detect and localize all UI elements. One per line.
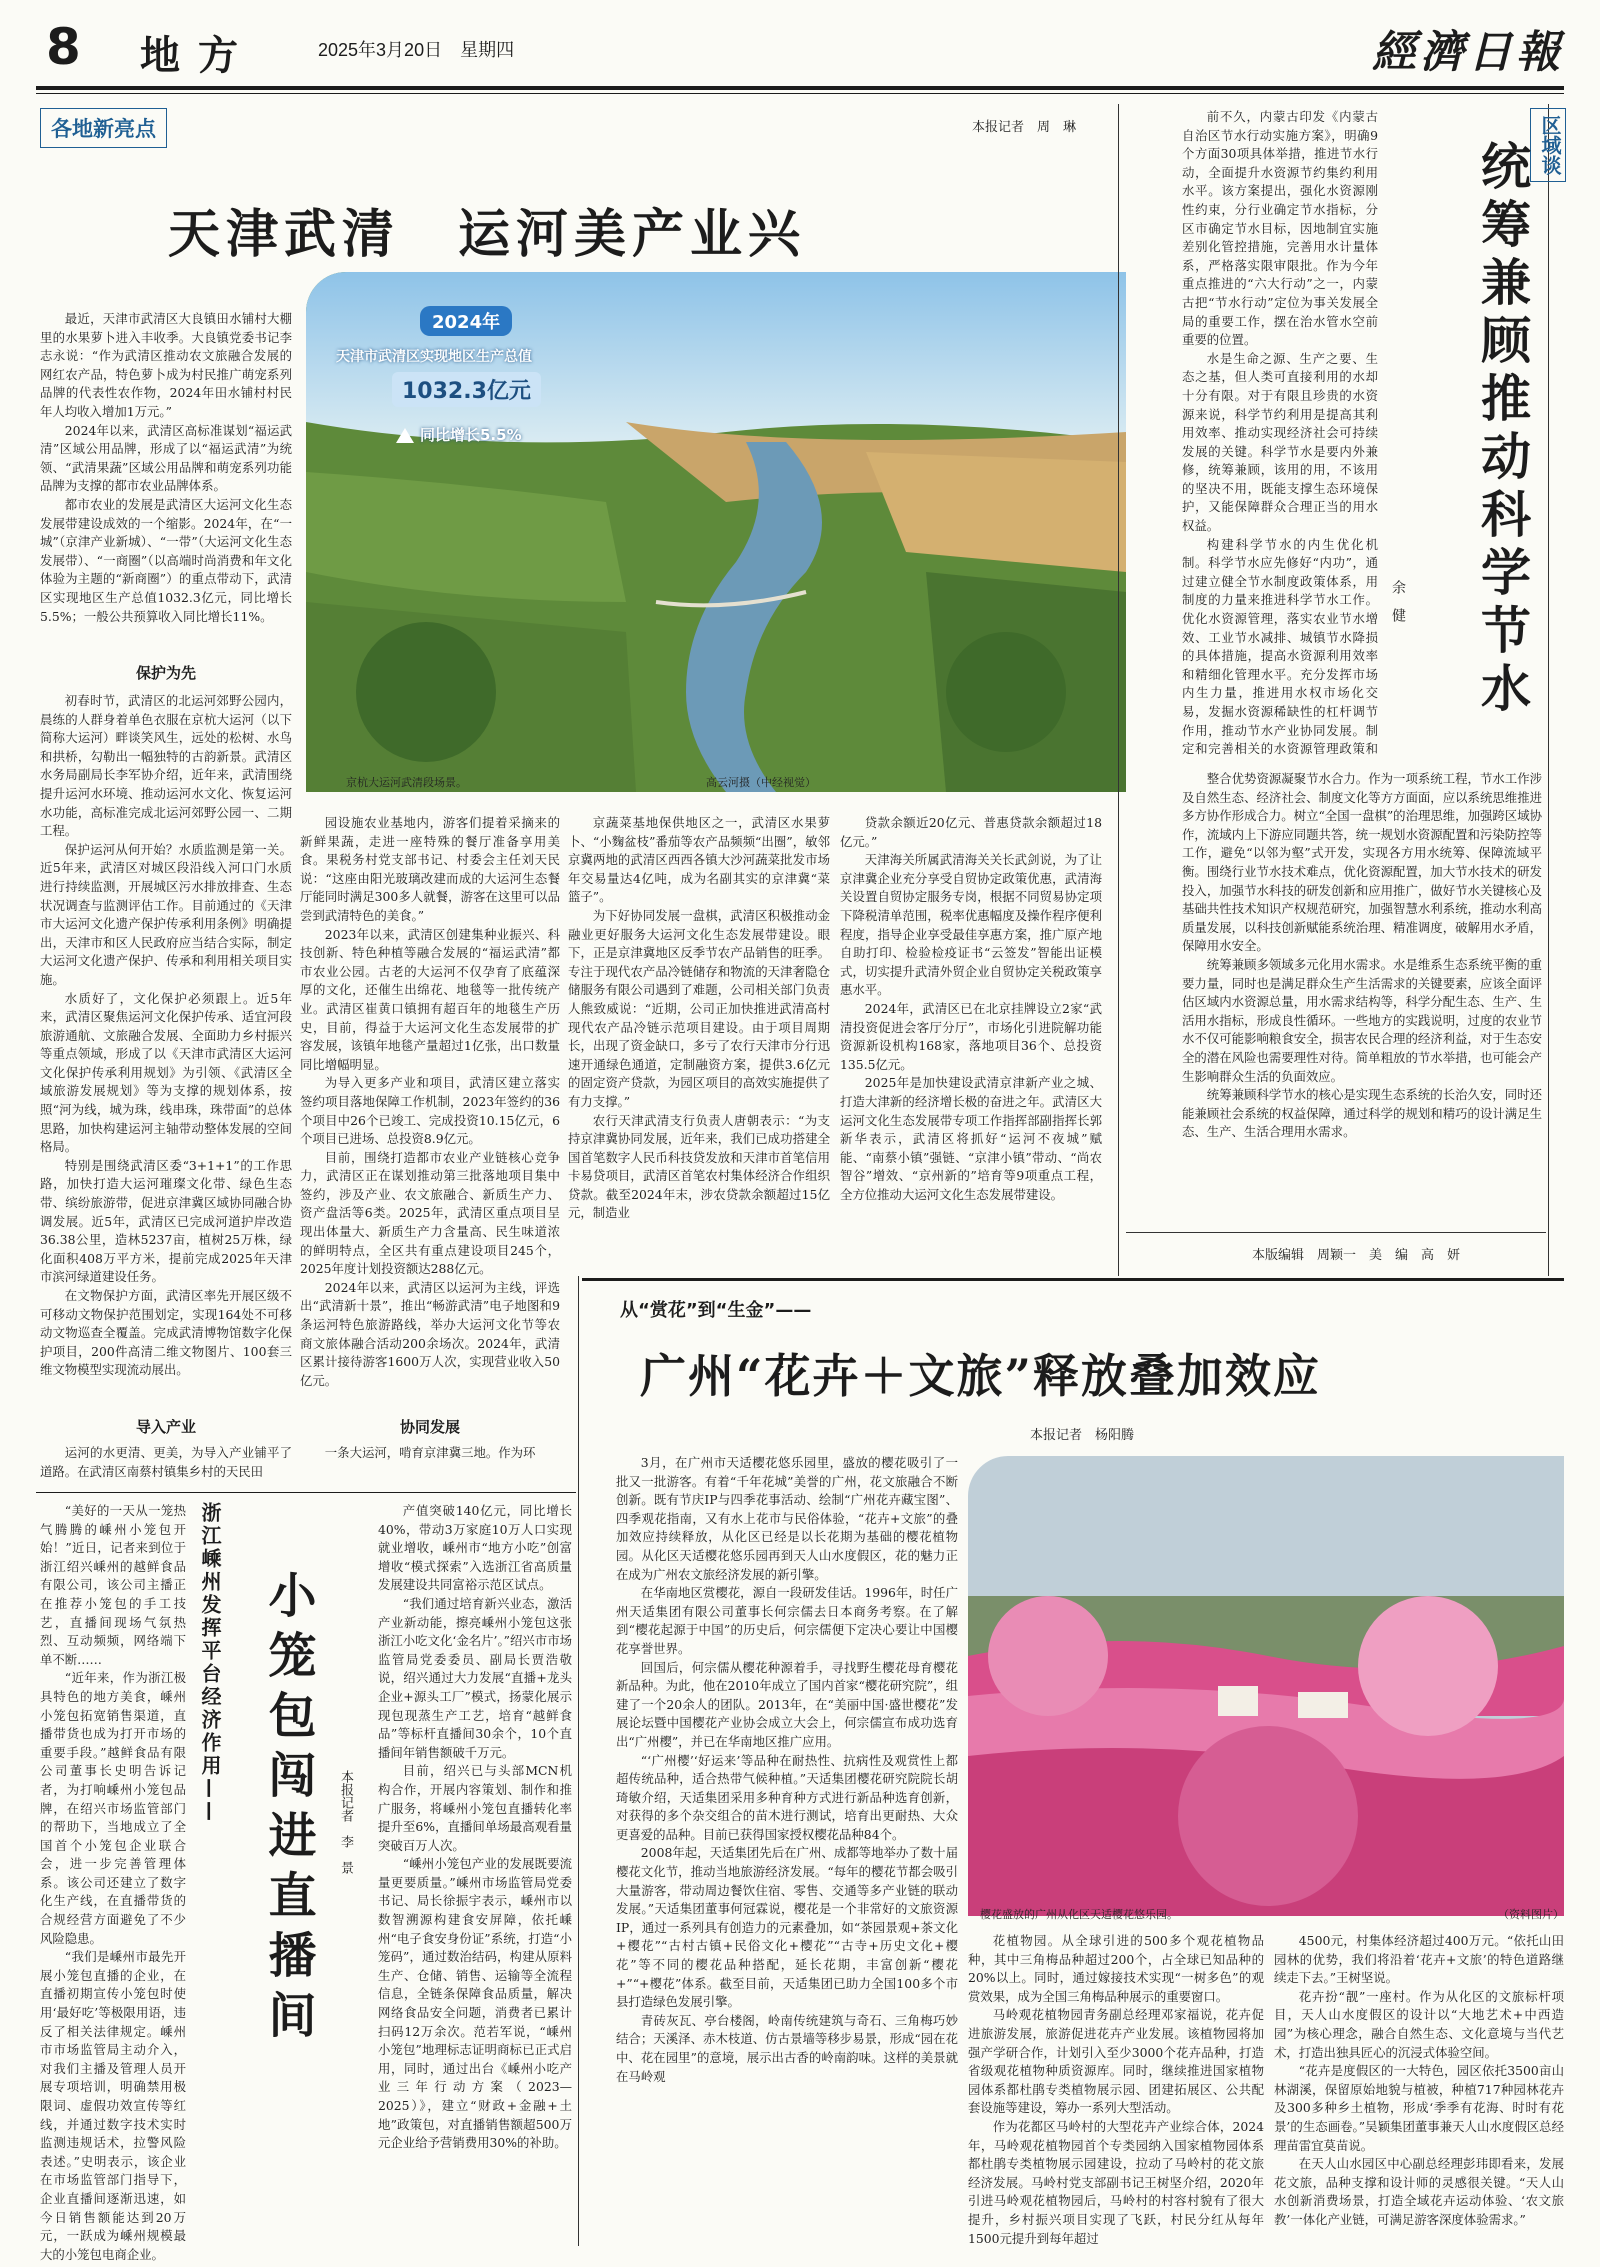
gdp-infobox [336, 306, 636, 471]
section-tag: 各地新亮点 [40, 108, 167, 148]
infobox-year: 2024年 [420, 306, 512, 336]
paragraph: 2025年是加快建设武清京津新产业之城、打造大津新的经济增长极的奋进之年。武清区大运河文化生态发展带专项工作指挥部副指挥长郭新华表示，武清区将抓好“运河不夜城”赋能、“南蔡小镇”强链、“京津小镇”带动、“尚农智谷”增效、“京州新的”培育等9项重点工程，全方位推动大运河文化生态发展带建设。 [840, 1075, 1102, 1202]
zhejiang-kicker: 浙江嵊州发挥平台经济作用—— [198, 1502, 222, 1824]
tianjin-photo-credit: 高云河摄（中经视觉） [706, 776, 816, 789]
paragraph: 2024年以来，武清区高标准谋划“福运武清”区域公用品牌，形成了以“福运武清”为统领、“武清果蔬”区域公用品牌和萌宠系列功能品牌为支撑的都市农业品牌体系。 [40, 422, 292, 494]
paragraph: 花卉扮“靓”一座村。作为从化区的文旅标杆项目，天人山水度假区的设计以“大地艺术+中西造园”为核心理念，融合自然生态、文化意境与当代艺术，打造出独具匠心的沉浸式体验空间。 [1274, 1988, 1564, 2060]
paragraph: 天津海关所属武清海关关长武剑说，为了让京津冀企业充分享受自贸协定政策优惠，武清海关设置自贸协定服务专岗，根据不同贸易协定项下降税清单范围，税率优惠幅度及操作程序便利程度，指导企业享受最佳享惠方案，推广原产地自助打印、检验检疫证书“云签发”智能出证模式，切实提升武清外贸企业自贸协定关税政策享惠水平。 [840, 852, 1102, 998]
paragraph: “美好的一天从一笼热气腾腾的嵊州小笼包开始！”近日，记者来到位于浙江绍兴嵊州的越鲜食品有限公司，该公司主播正在推荐小笼包的手工技艺，直播间现场气氛热烈、互动频频，网络端下单不断…… [40, 1503, 186, 1667]
cherry-blossom-illustration [968, 1456, 1564, 1916]
paragraph: 产值突破140亿元，同比增长40%，带动3万家庭10万人口实现就业增收，嵊州市“地方小吃”创富增收“模式探索”入选浙江省高质量发展建设共同富裕示范区试点。 [378, 1503, 572, 1593]
zhejiang-divider [578, 1276, 579, 2246]
column-body-top [1182, 108, 1378, 758]
paragraph: 为导入更多产业和项目，武清区建立落实签约项目落地保障工作机制，2023年签约的36个项目中26个已竣工、完成投资10.15亿元，6个项目已进场、总投资8.9亿元。 [300, 1075, 560, 1147]
subhead-coordination: 协同发展 [399, 1418, 460, 1436]
guangzhou-col3 [1274, 1932, 1564, 2262]
zhejiang-col1 [40, 1502, 186, 2262]
issue-date: 2025年3月20日 星期四 [318, 40, 515, 60]
paragraph: 目前，绍兴已与头部MCN机构合作，开展内容策划、制作和推广服务，将嵊州小笼包直播转化率提升至6%，直播间单场最高观看量突破百万人次。 [378, 1763, 572, 1853]
paragraph: “花卉是度假区的一大特色，园区依托3500亩山林湖溪，保留原始地貌与植被，种植717种园林花卉及300多种乡土植物，形成‘季季有花海、时时有花景’的生态画卷。”吴颖集团董事兼天人山水度假区总经理苗雷宜莫苗说。 [1274, 2063, 1564, 2153]
paragraph: 统筹兼顾科学节水的核心是实现生态系统的长治久安，同时还能兼顾社会系统的权益保障，通过科学的规划和精巧的设计满足生态、生产、生活合理用水需求。 [1182, 1087, 1542, 1140]
paragraph: 初春时节，武清区的北运河郊野公园内，晨练的人群身着单色衣服在京杭大运河（以下简称大运河）畔谈笑风生，远处的松树、水鸟和拱桥，勾勒出一幅独特的古韵新景。武清区水务局副局长李军协介绍，近年来，武清围绕提升运河水环境、推动运河水文化、恢复运河水功能，高标准完成北运河郊野公园一、二期工程。 [40, 693, 292, 839]
subhead-industry: 导入产业 [135, 1418, 196, 1436]
tianjin-headline: 天津武清 运河美产业兴 [168, 205, 807, 265]
guangzhou-photo [968, 1456, 1564, 1916]
editors-credit: 本版编辑 周颖一 美 编 高 妍 [1252, 1248, 1461, 1263]
infobox-growth: 同比增长5.5% [420, 426, 522, 444]
paragraph: 2024年以来，武清区以运河为主线，评选出“武清新十景”，推出“畅游武清”电子地图和9条运河特色旅游路线，举办大运河文化节等农商文旅体融合活动200余场次。2024年，武清区累计接待游客1600万人次，实现营业收入50亿元。 [300, 1279, 560, 1388]
paragraph: 特别是围绕武清区委“3+1+1”的工作思路，加快打造大运河璀璨文化带、绿色生态带、缤纷旅游带，促进京津冀区域协同融合协调发展。近5年，武清区已完成河道护岸改造36.38公里，造林5237亩，植树25万株，绿化面积408万平方米，提前完成2025年天津市滨河绿道建设任务。 [40, 1157, 292, 1285]
paragraph: 2023年以来，武清区创建集种业振兴、科技创新、特色种植等融合发展的“福运武清”都市农业公园。古老的大运河不仅孕育了底蕴深厚的文化，还催生出绵花、地毯等一批传统产业。武清区崔黄口镇拥有超百年的地毯生产历史，目前，得益于大运河文化生态发展带的扩容发展，该镇年地毯产量超过1亿张，出口数量同比增幅明显。 [300, 926, 560, 1072]
paragraph: 农行天津武清支行负责人唐朝表示：“为支持京津冀协同发展，近年来，我们已成功搭建全国首笔数字人民币科技贷发放和天津市首笔信用卡易贷项目，武清区首笔农村集体经济合作组织贷款。截至2024年末，涉农贷款余额超过15亿元，制造业 [568, 1112, 830, 1221]
header-rule-thin [36, 93, 1564, 94]
paragraph: 前不久，内蒙古印发《内蒙古自治区节水行动实施方案》，明确9个方面30项具体举措，推进节水行动，全面提升水资源节约集约利用水平。该方案提出，强化水资源刚性约束，分行业确定节水指标，分区市确定节水目标，因地制宜实施差别化管控措施，完善用水计量体系，严格落实限审限批。作为今年重点推进的“六大行动”之一，内蒙古把“节水行动”定位为事关发展全局的重要工作，摆在治水管水空前重要的位置。 [1182, 109, 1378, 348]
paragraph: 4500元，村集体经济超过400万元。“依托山田园林的优势，我们将沿着‘花卉+文旅’的特色道路继续走下去。”王树坚说。 [1274, 1933, 1564, 1986]
paragraph: 回国后，何宗儒从樱花种源着手，寻找野生樱花母育樱花新品种。为此，他在2010年成立了国内首家“樱花研究院”，组建了一个20余人的团队。2013年，在“美丽中国·盛世樱花”发展论坛暨中国樱花产业协会成立大会上，何宗儒宣布成功选育出“广州樱”，并已在华南地区推广应用。 [616, 1659, 958, 1749]
paragraph: 统筹兼顾多领域多元化用水需求。水是维系生态系统平衡的重要力量，同时也是满足群众生产生活需求的关键要素，应该全面评估区域内水资源总量，用水需求结构等，科学分配生态、生产、生活用水指标，形成良性循环。一些地方的实践说明，过度的农业节水不仅可能影响粮食安全，损害农民合理的经济利益，对于生态安全的潜在风险也需要理性对待。简单粗放的节水举措，也可能会产生影响群众生活的负面效应。 [1182, 956, 1542, 1084]
tianjin-col2 [300, 814, 560, 1426]
paragraph: 水质好了，文化保护必须跟上。近5年来，武清区聚焦运河文化保护传承、适宜河段旅游通航、文旅融合发展、全面助力乡村振兴等重点领域，形成了以《天津市武清区大运河文化保护传承利用规划》为引领、《武清区全域旅游发展规划》等为支撑的规划体系，按照“河为线，城为珠，线串珠，珠带面”的总体思路，加快构建运河主轴带动整体发展的空间格局。 [40, 990, 292, 1155]
paragraph: 2024年，武清区已在北京挂牌设立2家“武清投资促进会客厅分厅”，市场化引进院解功能资源新设机构168家，落地项目36个、总投资135.5亿元。 [840, 1000, 1102, 1072]
tianjin-col1-body [40, 692, 292, 1398]
paragraph: 在华南地区赏樱花，源自一段研发佳话。1996年，时任广州天适集团有限公司董事长何宗儒去日本商务考察。在了解到“樱花起源于中国”的历史后，何宗儒便下定决心要让中国樱花享誉世界。 [616, 1585, 958, 1656]
editors-rule [1126, 1232, 1546, 1233]
column-author: 余 健 [1390, 580, 1406, 622]
zhejiang-col2 [378, 1502, 572, 2262]
paragraph: 京蔬菜基地保供地区之一，武清区水果萝卜、“小麴盆枝”番茄等农产品频频“出圈”，敏邻京冀两地的武清区西西各镇大沙河蔬菜批发市场年交易量达4亿吨，成为名副其实的京津冀“菜篮子”。 [568, 815, 830, 905]
paragraph: 在文物保护方面，武清区率先开展区级不可移动文物保护范围划定，实现164处不可移动文物巡查全覆盖。完成武清博物馆数字化保护项目，200件高清二维文物图片、100套三维文物模型实现流动展出。 [40, 1288, 292, 1378]
zhejiang-top-rule [36, 1492, 576, 1493]
zhejiang-byline: 本报记者 李 景 [338, 1770, 353, 1874]
tianjin-byline: 本报记者 周 琳 [972, 120, 1077, 135]
paragraph: “我们通过培育新兴业态，激活产业新动能，擦亮嵊州小笼包这张浙江小吃文化‘金名片’。”绍兴市市场监管局党委委员、副局长贾浩敬说，绍兴通过大力发展“直播+龙头企业+源头工厂”模式，扬蒙化展示现包现蒸生产工艺，培育“越鲜食品”等标杆直播间30余个，10个直播间年销售额破千万元。 [378, 1595, 572, 1760]
paragraph: “我们是嵊州市最先开展小笼包直播的企业，在直播初期宣传小笼包时使用‘最好吃’等极限用语，违反了相关法律规定。嵊州市市场监管局主动介入，对我们主播及管理人员开展专项培训，明确禁用极限词、虚假功效宣传等红线，并通过数字技术实时监测违规话术，拉警风险表述。”史明表示，该企业在市场监管部门指导下，企业直播间逐渐迅速，如今日销售额能达到20万元，一跃成为嵊州规模最大的小笼包电商企业。 [40, 1949, 186, 2262]
paragraph: 贷款余额近20亿元、普惠贷款余额超过18亿元。” [840, 815, 1102, 849]
guangzhou-byline: 本报记者 杨阳腾 [1030, 1428, 1135, 1443]
paragraph: 最近，天津市武清区大良镇田水铺村大棚里的水果萝卜进入丰收季。大良镇党委书记李志永说：“作为武清区推动农文旅融合发展的网红农产品，特色萝卜成为村民推广萌宠系列品牌的代表性农作物，2024年田水铺村村民年人均收入增加1万元。” [40, 311, 292, 419]
paragraph: 保护运河从何开始？水质监测是第一关。近5年来，武清区对城区段沿线入河口门水质进行持续监测，开展城区污水排放排查、生态状况调查与监测评估工作。目前通过的《天津市大运河文化遗产保护传承利用条例》明确提出，天津市和区人民政府应当结合实际，制定大运河文化遗产保护、传承和利用相关项目实施。 [40, 841, 292, 987]
paragraph: 马岭观花植物园青务副总经理邓家福说，花卉促进旅游发展，旅游促进花卉产业发展。该植物园将加强产学研合作，计划引入至少3000个花卉品种，打造省级观花植物种质资源库。同时，继续推进国家植物园体系都杜鹃专类植物展示园、团建拓展区、公共配套设施等建设，筹办一系列大型活动。 [968, 2007, 1264, 2116]
growth-up-icon [396, 428, 414, 443]
paragraph: 园设施农业基地内，游客们提着采摘来的新鲜果蔬，走进一座特殊的餐厅准备享用美食。果税务村党支部书记、村委会主任刘天民说：“这座由阳光玻璃改建而成的大运河生态餐厅能同时满足300多人就餐，游客在这里可以品尝到武清特色的美食。” [300, 815, 560, 923]
masthead: 經濟日報 [1372, 27, 1564, 78]
paragraph: 作为花都区马岭村的大型花卉产业综合体，2024年，马岭观花植物园首个专类园纳入国家植物园体系都杜鹃专类植物展示园建设，拉动了马岭村的花文旅经济发展。马岭村党支部副书记王树坚介绍，2020年引进马岭观花植物园后，马岭村的村容村貌有了很大提升，乡村振兴项目实现了飞跃，村民分红从每年1500元提升到每年超过 [968, 2118, 1264, 2246]
paragraph: 3月，在广州市天适樱花悠乐园里，盛放的樱花吸引了一批又一批游客。有着“千年花城”美誉的广州，花文旅融合不断创新。既有节庆IP与四季花事活动、绘制“广州花卉藏宝图”、四季观花指南，又有水上花市与民俗体验，“花卉+文旅”的叠加效应持续释放，从化区已经是以长花期为基础的樱花植物园。从化区天适樱花悠乐园再到天人山水度假区，花的魅力正在成为广州农文旅经济发展的新引擎。 [616, 1455, 958, 1582]
page-number: 8 [46, 18, 81, 76]
guangzhou-kicker: 从“赏花”到“生金”—— [620, 1300, 812, 1321]
column-body-bottom [1182, 770, 1542, 1200]
infobox-desc: 天津市武清区实现地区生产总值 [336, 349, 532, 365]
paragraph: 在天人山水园区中心副总经理彭玮即看来，发展花文旅，品种支撑和设计师的灵感很关键。“天人山水创新消费场景，打造全域花卉运动体验、‘农文旅教’一体化产业链，可满足游客深度体验需求。” [1274, 2156, 1564, 2227]
tianjin-col4 [840, 814, 1102, 1254]
paragraph: 水是生命之源、生产之要、生态之基，但人类可直接利用的水却十分有限。对于有限且珍贵的水资源来说，科学节约利用是提高其利用效率、推动实现经济社会可持续发展的关键。科学节水是要内外兼修，统筹兼顾，该用的用，不该用的坚决不用，既能支撑生态环境保护，又能保障群众合理正当的用水权益。 [1182, 350, 1378, 534]
paragraph: “嵊州小笼包产业的发展既要流量更要质量。”嵊州市场监管局党委书记、局长徐振宇表示，嵊州市以数智溯源构建食安屏障，依托嵊州“电子食安身份证”系统，打造“小笼码”，通过数治结码，构建从原料生产、仓储、销售、运输等全流程信息，全链条保障食品质量，解决网络食品安全问题，消费者已累计扫码12万余次。范若军说，“嵊州小笼包”地理标志证明商标已正式启用，同时，通过出台《嵊州小吃产业三年行动方案（2023—2025）》，建立“财政+金融+土地”政策包，对直播销售额超500万元企业给予营销费用30%的补助。 [378, 1856, 572, 2151]
paragraph: 花植物园。从全球引进的500多个观花植物品种，其中三角梅品种超过200个，占全球已知品种的20%以上。同时，通过嫁接技术实现“一树多色”的观赏效果，成为全国三角梅品种展示的重要窗口。 [968, 1933, 1264, 2004]
paragraph: 青砖灰瓦、亭台楼阁，岭南传统建筑与奇石、三角梅巧妙结合；天溪泽、赤木枝道、仿古景墙等移步易景，形成“园在花中、花在园里”的意境，展示出古香的岭南韵味。这样的美景就在马岭观 [616, 2012, 958, 2084]
paragraph: 整合优势资源凝聚节水合力。作为一项系统工程，节水工作涉及自然生态、经济社会、制度文化等方方面面，应以系统思维推进多方协作形成合力。树立“全国一盘棋”的治理思维，加强跨区域协作，流域内上下游应同题共答，统一规划水资源配置和污染防控等工作，避免“以邻为壑”式开发，实现各方用水统筹、保障流域平衡。围绕行业节水技术难点，优化资源配置，加大节水技术的研发投入，加强节水科技的研发创新和应用推广，做好节水关键核心及基础共性技术知识产权规范研究，加强智慧水利系统，推动水利高质量发展，以科技创新赋能系统治理、精准调度，破解用水矛盾，保障用水安全。 [1182, 771, 1542, 954]
paragraph: 2008年起，天适集团先后在广州、成都等地举办了数十届樱花文化节，推动当地旅游经济发展。“每年的樱花节都会吸引大量游客，带动周边餐饮住宿、零售、交通等多产业链的联动发展。”天适集团董事何冠霖说，樱花是一个非常好的文旅资源IP，通过一系列具有创造力的元素叠加，如“茶园景观+茶文化+樱花”“古村古镇+民俗文化+樱花”“古寺+历史文化+樱花”等不同的樱花品种搭配，延长花期，丰富创新“樱花+”“+樱花”体系。截至目前，天适集团已助力全国100多个市县打造绿色发展引擎。 [616, 1845, 958, 2010]
infobox-value: 1032.3亿元 [392, 372, 541, 407]
paragraph: 构建科学节水的内生优化机制。科学节水应先修好“内功”，通过建立健全节水制度政策体系，用制度的力量来推进科学节水工作。优化水资源管理，落实农业节水增效、工业节水减排、城镇节水降损的具体措施，提高水资源利用效率和精细化管理水平。充分发挥市场内生力量，推进用水权市场化交易，发掘水资源稀缺性的杠杆调节作用，推动节水产业协同发展。制定和完善相关的水资源管理政策和 [1182, 536, 1378, 757]
paragraph: 为下好协同发展一盘棋，武清区积极推动金融业更好服务大运河文化生态发展带建设。眼下，正是京津冀地区反季节农产品销售的旺季。专注于现代农产品冷链储存和物流的天津奢隐仓储服务有限公司遇到了难题，公司相关部门负责人熊致威说：“近期，公司正加快推进武清高村现代农产品冷链示范项目建设。由于项目周期长，出现了资金缺口，多亏了农行天津市分行迅速开通绿色通道，定制融资方案，提供3.6亿元的固定资产贷款，为园区项目的高效实施提供了有力支撑。” [568, 907, 830, 1109]
guangzhou-col1 [616, 1454, 958, 2262]
guangzhou-photo-credit: （资料图片） [1498, 1908, 1564, 1921]
paragraph: “近年来，作为浙江极具特色的地方美食，嵊州小笼包拓宽销售渠道，直播带货也成为打开市场的重要手段。”越鲜食品有限公司董事长史明告诉记者，为打响嵊州小笼包品牌，在绍兴市场监管部门的帮助下，当地成立了全国首个小笼包企业联合会，进一步完善管理体系。该公司还建立了数字化生产线，在直播带货的合规经营方面避免了不少风险隐患。 [40, 1670, 186, 1946]
tianjin-photo-caption: 京杭大运河武清段场景。 [346, 776, 467, 789]
column-tag: 区域谈 [1530, 108, 1566, 182]
section-title: 地方 [140, 32, 256, 79]
column-divider-right [1548, 104, 1549, 1276]
column-divider [1118, 104, 1119, 1276]
guangzhou-col2 [968, 1932, 1264, 2262]
guangzhou-photo-caption: 樱花盛放的广州从化区天适樱花悠乐园。 [980, 1908, 1178, 1921]
header-rule [36, 86, 1564, 90]
paragraph: 目前，围绕打造都市农业产业链核心竞争力，武清区正在谋划推动第三批落地项目集中签约，涉及产业、农文旅融合、新质生产力、资产盘活等6类。2025年，武清区重点项目呈现出体量大、新质生产力含量高、民生味道浓的鲜明特点，全区共有重点建设项目245个，2025年度计划投资额达288亿元。 [300, 1149, 560, 1277]
paragraph: 运河的水更清、更美，为导入产业铺平了道路。在武清区南蔡村镇集乡村的天民田 [40, 1445, 292, 1479]
tianjin-col1-lead [40, 310, 292, 640]
paragraph: 一条大运河，啃育京津冀三地。作为环 [324, 1445, 536, 1460]
guangzhou-headline: 广州“花卉＋文旅”释放叠加效应 [640, 1349, 1321, 1403]
tianjin-col3 [568, 814, 830, 1254]
column-headline: 统筹兼顾推动科学节水 [1473, 140, 1531, 720]
tianjin-col1-tail [40, 1444, 292, 1482]
paragraph: 都市农业的发展是武清区大运河文化生态发展带建设成效的一个缩影。2024年，在“一城”（京津产业新城）、“一带”（大运河文化生态发展带）、“一商圈”（以高端时尚消费和年文化体验为主题的“新商圈”）的重点带动下，武清区实现地区生产总值1032.3亿元，同比增长5.5%；一般公共预算收入同比增长11%。 [40, 496, 292, 624]
subhead-protection: 保护为先 [135, 664, 196, 682]
tianjin-col2-tail [300, 1444, 560, 1482]
zhejiang-headline: 小笼包闯进直播间 [260, 1570, 316, 2050]
paragraph: “‘广州樱’‘好运来’等品种在耐热性、抗病性及观赏性上都超传统品种，适合热带气候种植。”天适集团樱花研究院院长胡琦敏介绍，天适集团采用多种育种方式进行新品种选育创新，对获得的多个杂交组合的苗木进行测试，培育出更耐热、大众更喜爱的品种。目前已获得国家授权樱花品种84个。 [616, 1752, 958, 1842]
